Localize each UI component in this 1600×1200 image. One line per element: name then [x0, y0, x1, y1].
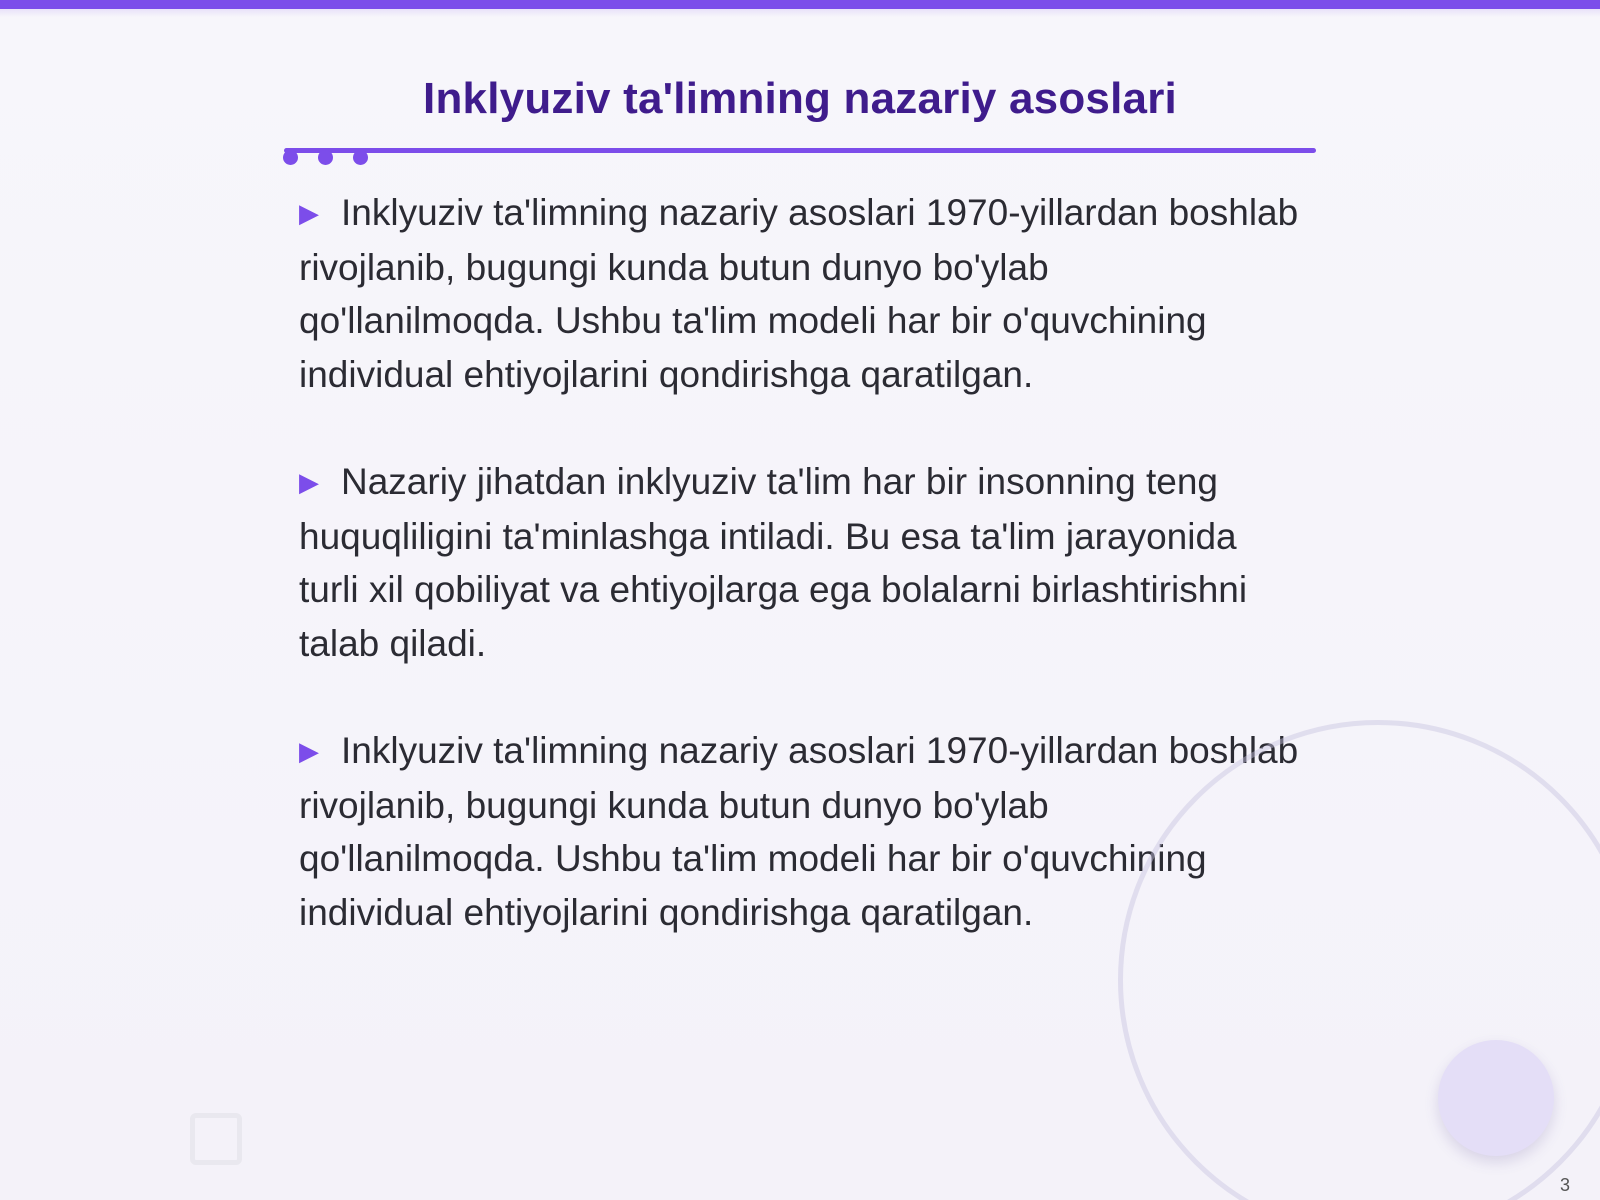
slide-title: Inklyuziv ta'limning nazariy asoslari	[423, 74, 1177, 123]
decorative-dots	[283, 150, 373, 166]
paragraph-text: Inklyuziv ta'limning nazariy asoslari 1970-yillardan boshlab rivojlanib, bugungi kunda butun dunyo bo'ylab qo'llanilmoqda. Ushbu ta'lim modeli har bir o'quvchining individual ehtiyojlarini qondirishga qaratilgan.	[299, 730, 1299, 933]
dot-icon	[318, 150, 333, 165]
decorative-circle	[1438, 1040, 1554, 1156]
page-number: 3	[1559, 1175, 1570, 1195]
paragraph-text: Nazariy jihatdan inklyuziv ta'lim har bir insonning teng huquqliligini ta'minlashga intiladi. Bu esa ta'lim jarayonida turli xil qobiliyat va ehtiyojlarga ega bolalarni birlashtirishni talab qiladi.	[299, 461, 1248, 664]
decorative-square	[190, 1113, 242, 1165]
triangle-right-icon: ▶	[299, 198, 319, 228]
bullet-paragraph-2	[299, 455, 1299, 670]
title-underline	[284, 148, 1316, 153]
bullet-paragraph-1	[299, 186, 1299, 401]
triangle-right-icon: ▶	[299, 467, 319, 497]
dot-icon	[283, 150, 298, 165]
top-accent-bar	[0, 0, 1600, 9]
triangle-right-icon: ▶	[299, 736, 319, 766]
paragraph-text: Inklyuziv ta'limning nazariy asoslari 1970-yillardan boshlab rivojlanib, bugungi kunda butun dunyo bo'ylab qo'llanilmoqda. Ushbu ta'lim modeli har bir o'quvchining individual ehtiyojlarini qondirishga qaratilgan.	[299, 192, 1299, 395]
dot-icon	[353, 150, 368, 165]
top-accent-shadow	[0, 9, 1600, 17]
